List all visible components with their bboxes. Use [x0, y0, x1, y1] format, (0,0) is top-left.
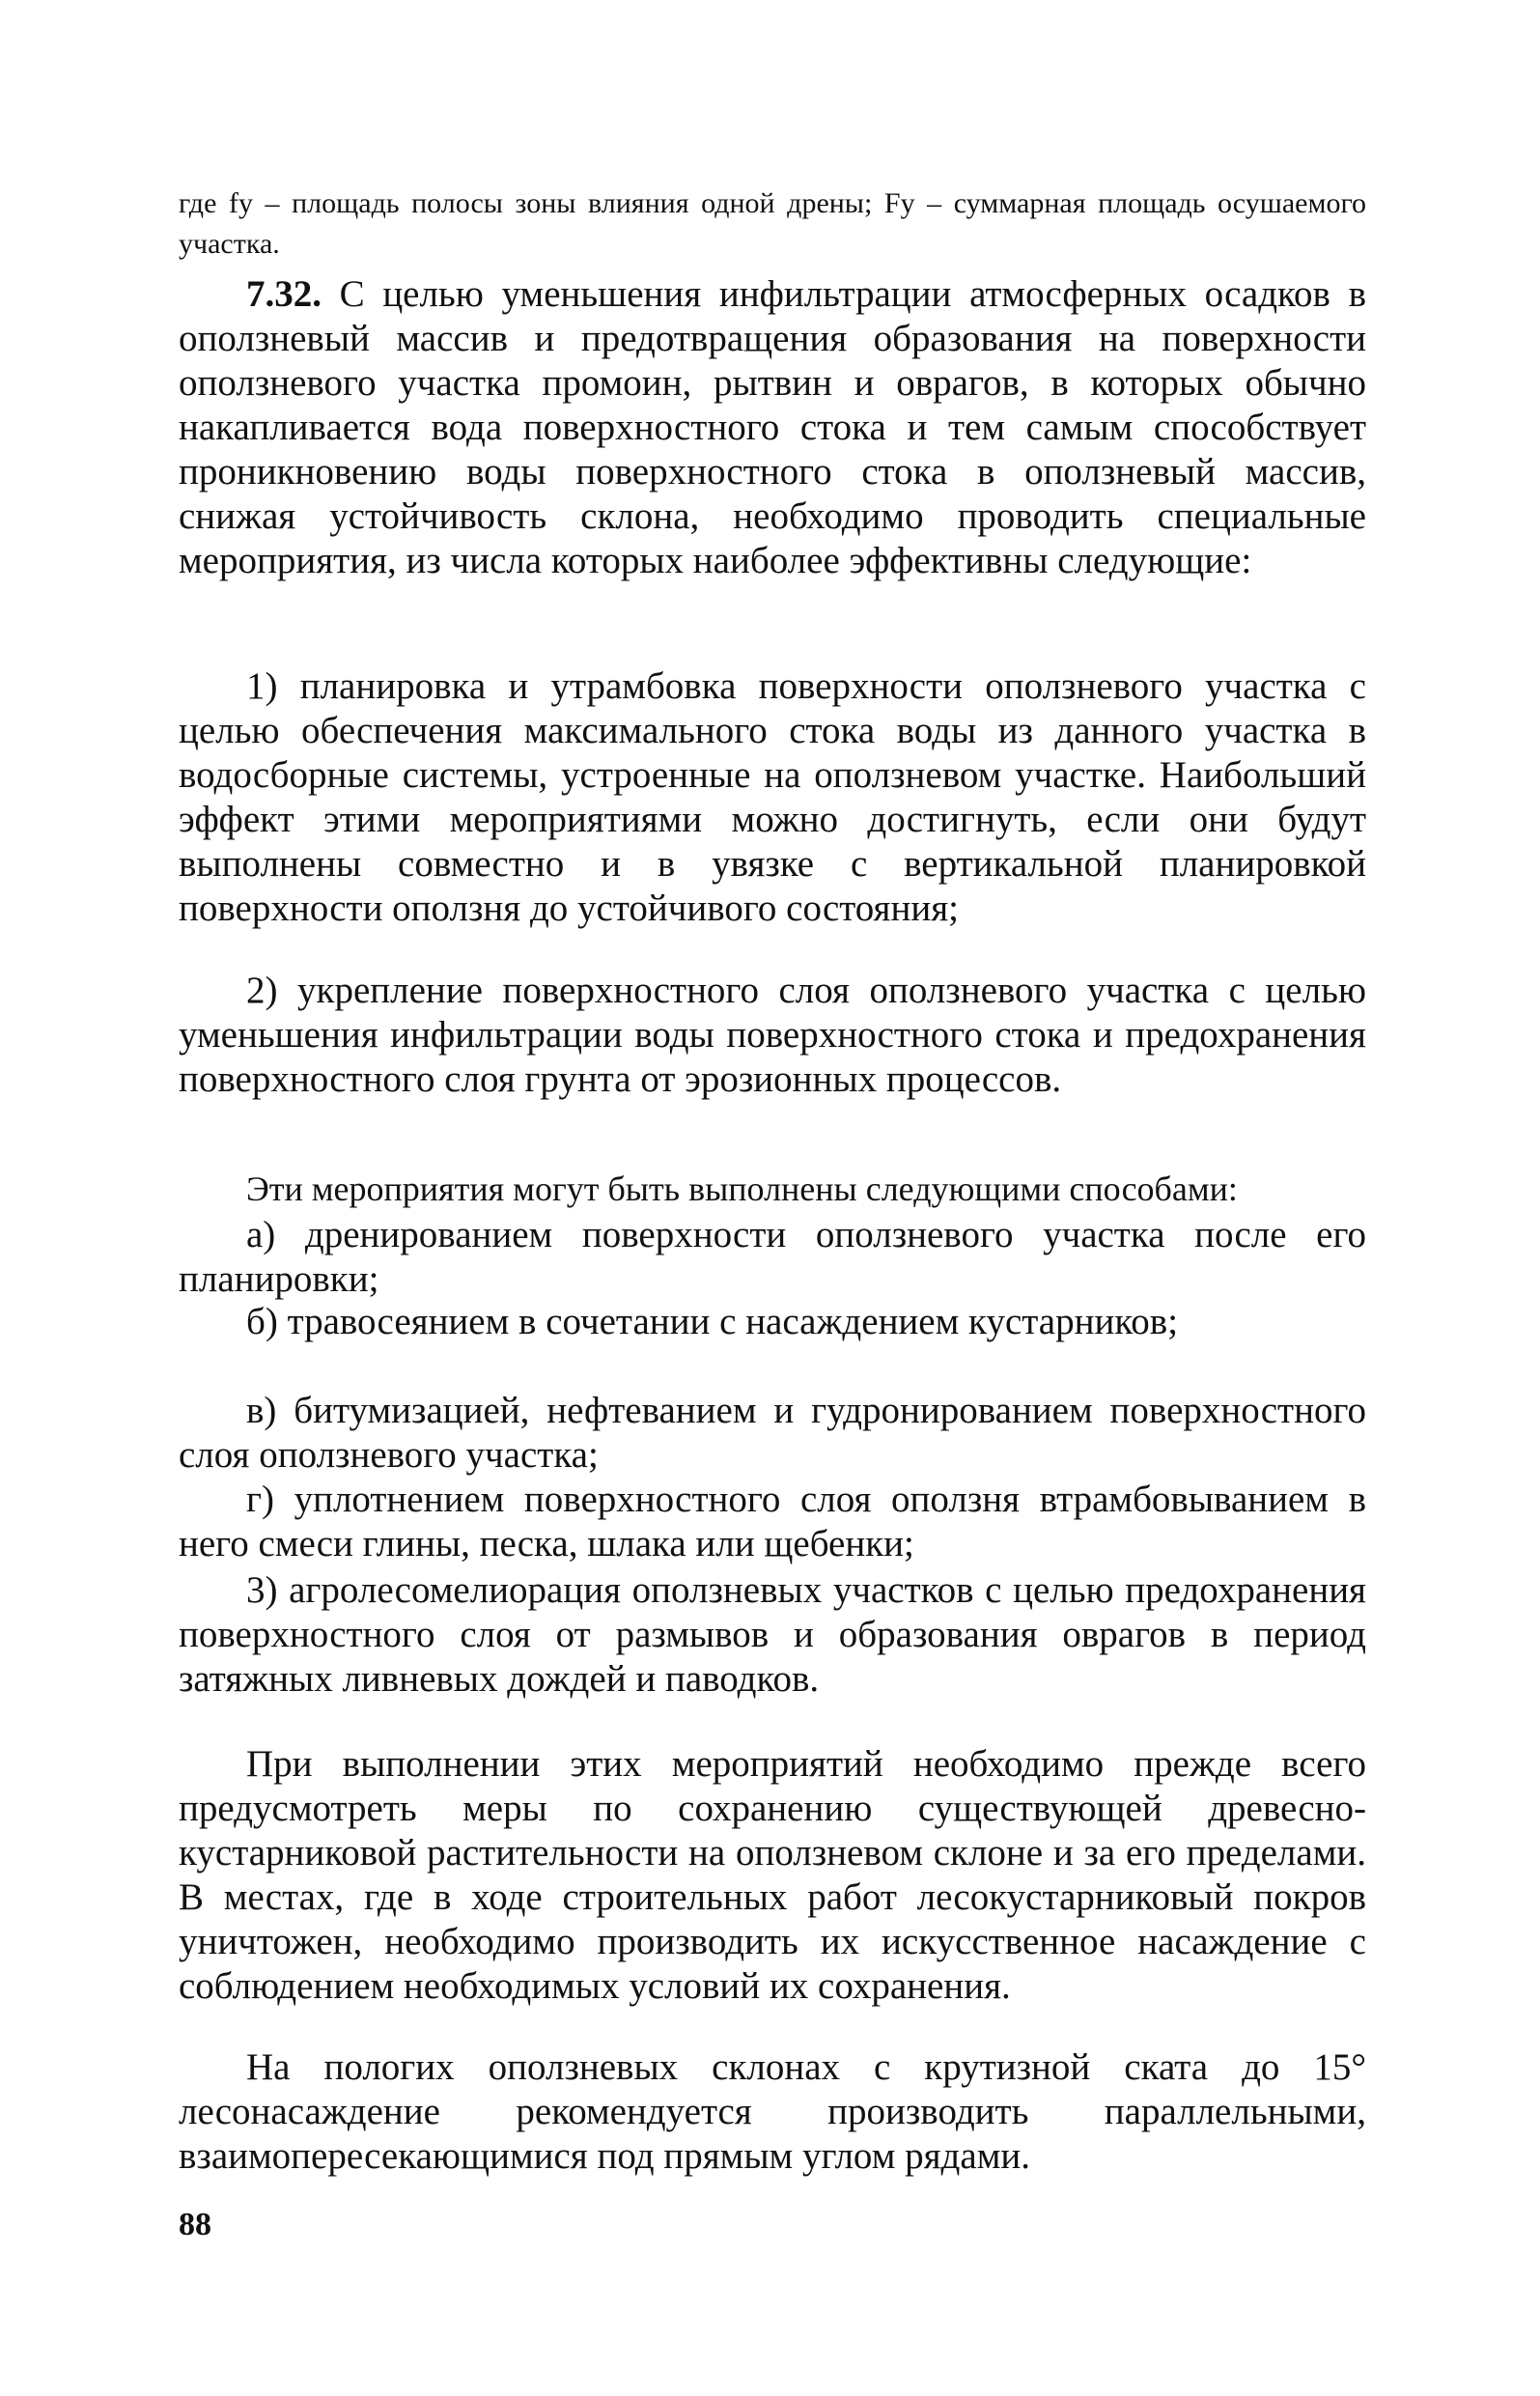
- measure-item-3: 3) агролесомелиорация оползневых участков с целью предохранения поверхностного слоя от размывов и образования оврагов в период затяжных ливневых дождей и паводков.: [179, 1569, 1366, 1700]
- section-text: С целью уменьшения инфильтрации атмосферных осадков в оползневый массив и предотвращения образования на поверхности оползневого участка промоин, рытвин и оврагов, в которых обычно накапливается вода поверхностного стока и тем самым способствует проникновению воды поверхностного стока в оползневый массив, снижая устойчивость склона, необходимо проводить специальные мероприятия, из числа которых наиболее эффективны следующие:: [179, 273, 1367, 581]
- section-7-32-paragraph: [179, 272, 1366, 583]
- method-v: в) битумизацией, нефтеванием и гудронированием поверхностного слоя оползневого участка;: [179, 1390, 1366, 1476]
- section-number: 7.32.: [246, 273, 322, 315]
- method-g: г) уплотнением поверхностного слоя оползня втрамбовыванием в него смеси глины, песка, шлака или щебенки;: [179, 1479, 1366, 1564]
- vegetation-paragraph: При выполнении этих мероприятий необходимо прежде всего предусмотреть меры по сохранению существующей древесно-кустарниковой растительности на оползневом склоне и за его пределами. В местах, где в ходе строительных работ лесокустарниковый покров уничтожен, необходимо производить их искусственное насаждение с соблюдением необходимых условий их сохранения.: [179, 1743, 1366, 2007]
- methods-intro: Эти мероприятия могут быть выполнены следующими способами:: [246, 1170, 1238, 1208]
- method-b: б) травосеянием в сочетании с насаждением кустарников;: [246, 1301, 1179, 1342]
- page-number: 88: [179, 2207, 211, 2242]
- measure-item-1: 1) планировка и утрамбовка поверхности оползневого участка с целью обеспечения максимального стока воды из данного участка в водосборные системы, устроенные на оползневом участке. Наибольший эффект этими мероприятиями можно достигнуть, если они будут выполнены совместно и в увязке с вертикальной планировкой поверхности оползня до устойчивого состояния;: [179, 665, 1366, 929]
- gentle-slopes-paragraph: На пологих оползневых склонах с крутизной ската до 15° лесонасаждение рекомендуется производить параллельными, взаимопересекающимися под прямым углом рядами.: [179, 2046, 1366, 2177]
- method-a: а) дренированием поверхности оползневого участка после его планировки;: [179, 1214, 1366, 1300]
- footnote-text: где fу – площадь полосы зоны влияния одной дрены; Fу – суммарная площадь осушаемого участка.: [179, 187, 1366, 260]
- measure-item-2: 2) укрепление поверхностного слоя оползневого участка с целью уменьшения инфильтрации воды поверхностного стока и предохранения поверхностного слоя грунта от эрозионных процессов.: [179, 970, 1366, 1100]
